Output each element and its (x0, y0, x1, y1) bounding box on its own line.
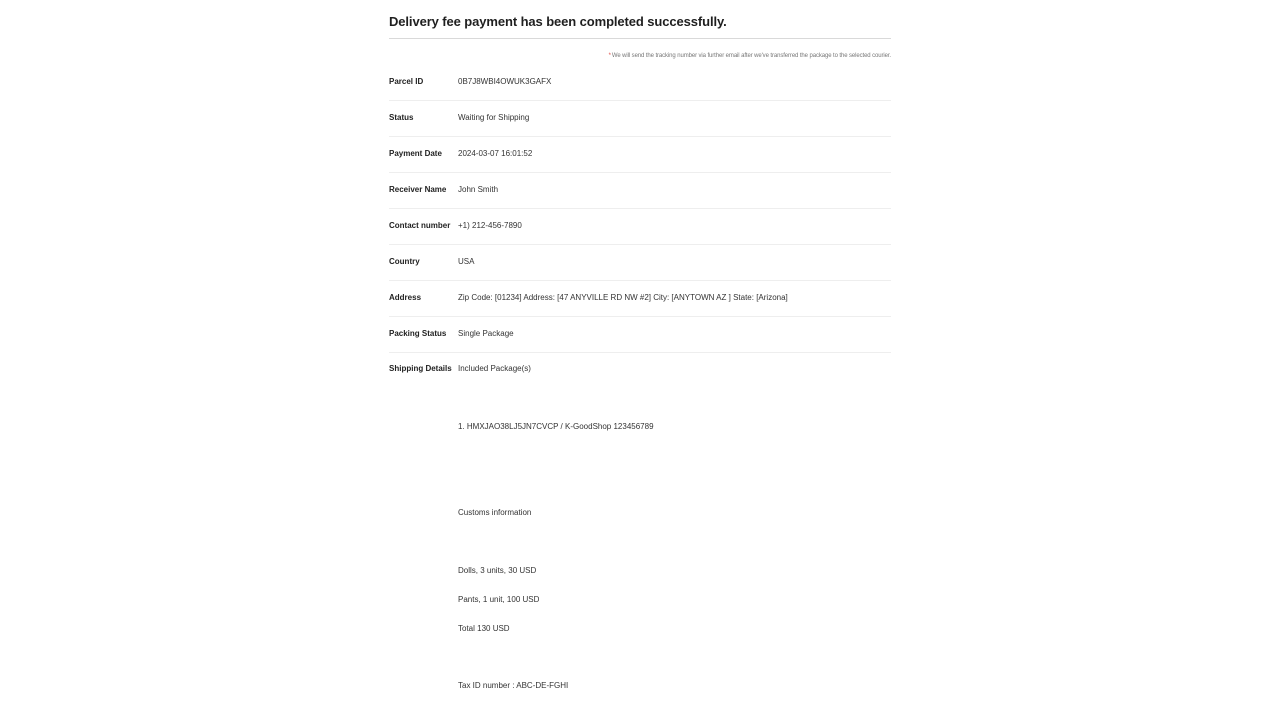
payment-result-panel (389, 0, 891, 713)
customs-item: Pants, 1 unit, 100 USD (458, 595, 540, 604)
packing-status-label: Packing Status (389, 329, 447, 338)
package-line: 1. HMXJAO38LJ5JN7CVCP / K-GoodShop 123456789 (458, 422, 654, 431)
title-divider (389, 38, 891, 39)
packing-status-value: Single Package (458, 329, 514, 338)
notice-text: We will send the tracking number via further email after we've transferred the package to the selected courier. (611, 53, 891, 59)
payment-date-value: 2024-03-07 16:01:52 (458, 149, 533, 158)
detail-row-country (389, 245, 891, 281)
detail-row-payment-date (389, 137, 891, 173)
detail-row-parcel-id (389, 65, 891, 101)
customs-total: Total 130 USD (458, 624, 510, 633)
contact-number-value: +1) 212-456-7890 (458, 221, 522, 230)
detail-row-address (389, 281, 891, 317)
country-value: USA (458, 257, 475, 266)
tax-id-number: Tax ID number : ABC-DE-FGHI (458, 681, 569, 690)
payment-date-label: Payment Date (389, 149, 442, 158)
details-table (389, 65, 891, 713)
included-packages-heading: Included Package(s) (458, 364, 531, 373)
page-title: Delivery fee payment has been completed successfully. (389, 14, 727, 29)
shipping-details-section (389, 353, 891, 713)
country-label: Country (389, 257, 420, 266)
receiver-name-label: Receiver Name (389, 185, 447, 194)
shipping-details-label: Shipping Details (389, 364, 452, 373)
parcel-id-value: 0B7J8WBI4OWUK3GAFX (458, 77, 552, 86)
customs-info-heading: Customs information (458, 508, 532, 517)
tracking-notice (389, 53, 891, 65)
notice-asterisk: * (608, 53, 611, 59)
detail-row-packing-status (389, 317, 891, 353)
contact-number-label: Contact number (389, 221, 451, 230)
address-label: Address (389, 293, 422, 302)
parcel-id-label: Parcel ID (389, 77, 424, 86)
address-value: Zip Code: [01234] Address: [47 ANYVILLE RD NW #2] City: [ANYTOWN AZ ] State: [Arizona] (458, 293, 788, 302)
detail-row-status (389, 101, 891, 137)
status-label: Status (389, 113, 414, 122)
customs-item: Dolls, 3 units, 30 USD (458, 566, 537, 575)
detail-row-receiver-name (389, 173, 891, 209)
detail-row-contact-number (389, 209, 891, 245)
receiver-name-value: John Smith (458, 185, 499, 194)
status-value: Waiting for Shipping (458, 113, 530, 122)
